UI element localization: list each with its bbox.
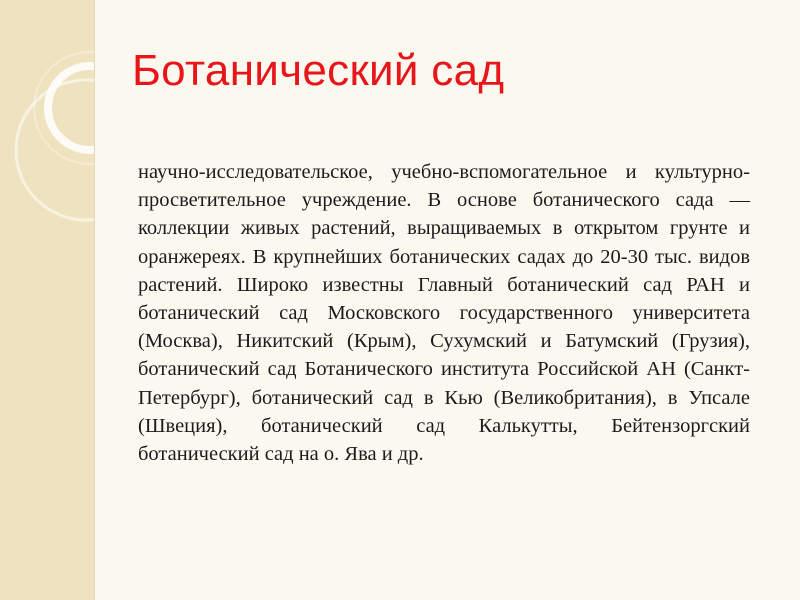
decorative-side-band [0,0,94,600]
band-divider [94,0,95,600]
slide-body-text: научно-исследовательское, учебно-вспомогательное и культурно-просветительное учреждение. В основе ботанического сада — коллекции живых растений, выращиваемых в открытом грунте и оранжереях. В крупнейших ботанических садах до 20-30 тыс. видов растений. Широко известны Главный ботанический сад РАН и ботанический сад Московского государственного университета (Москва), Никитский (Крым), Сухумский и Батумский (Грузия), ботанический сад Ботанического института Российской АН (Санкт-Петербург), ботанический сад в Кью (Великобритания), в Упсале (Швеция), ботанический сад Калькутты, Бейтензоргский ботанический сад на о. Ява и др. [138,161,750,466]
decorative-rings-icon [0,0,94,600]
slide-title: Ботанический сад [132,46,505,95]
